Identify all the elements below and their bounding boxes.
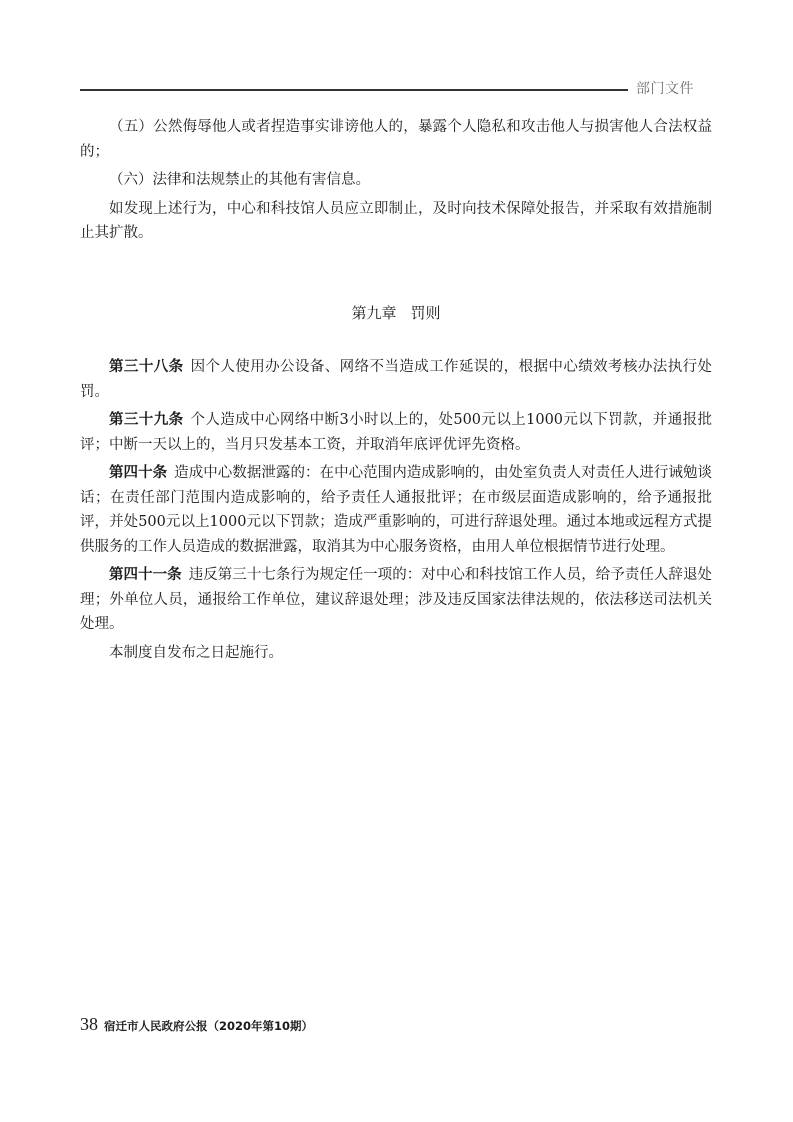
chapter-number: 第九章: [351, 304, 397, 322]
article: [80, 355, 712, 404]
paragraph: （六）法律和法规禁止的其他有害信息。: [109, 172, 370, 188]
article-number: 第三十九条: [109, 412, 184, 428]
paragraph: （五）公然侮辱他人或者捏造事实诽谤他人的，暴露个人隐私和攻击他人与损害他人合法权益的；: [80, 119, 712, 160]
chapter-heading: [80, 302, 712, 323]
article: [80, 408, 712, 457]
section-label: 部门文件: [636, 81, 694, 97]
top-paragraphs: [80, 115, 712, 246]
publication-title: 宿迁市人民政府公报（2020年第10期）: [104, 1019, 314, 1033]
article-text: 造成中心数据泄露的：在中心范围内造成影响的，由处室负责人对责任人进行诫勉谈话；在责任部门范围内造成影响的，给予责任人通报批评；在市级层面造成影响的，给予通报批评，并处500元以上1000元以下罚款；造成严重影响的，可进行辞退处理。通过本地或远程方式提供服务的工作人员造成的数据泄露，取消其为中心服务资格，由用人单位根据情节进行处理。: [80, 465, 713, 555]
article-number: 第四十条: [109, 465, 168, 481]
article-text: 违反第三十七条行为规定任一项的：对中心和科技馆工作人员，给予责任人辞退处理；外单位人员，通报给工作单位，建议辞退处理；涉及违反国家法律法规的，依法移送司法机关处理。: [80, 567, 712, 632]
article: [80, 461, 712, 559]
chapter-title: 罚则: [410, 304, 441, 322]
paragraph: 如发现上述行为，中心和科技馆人员应立即制止，及时向技术保障处报告，并采取有效措施制止其扩散。: [80, 200, 712, 241]
page-number: 38: [80, 1014, 98, 1034]
page-footer: [80, 1014, 313, 1035]
article-number: 第三十八条: [109, 359, 184, 375]
header-rule: [80, 89, 628, 91]
article-text: 因个人使用办公设备、网络不当造成工作延误的，根据中心绩效考核办法执行处罚。: [80, 359, 713, 400]
closing-paragraph: 本制度自发布之日起施行。: [109, 644, 283, 661]
article-text: 个人造成中心网络中断3小时以上的，处500元以上1000元以下罚款，并通报批评；中断一天以上的，当月只发基本工资，并取消年底评优评先资格。: [80, 412, 712, 453]
articles: [80, 355, 712, 665]
article-number: 第四十一条: [109, 567, 182, 583]
article: [80, 563, 712, 637]
